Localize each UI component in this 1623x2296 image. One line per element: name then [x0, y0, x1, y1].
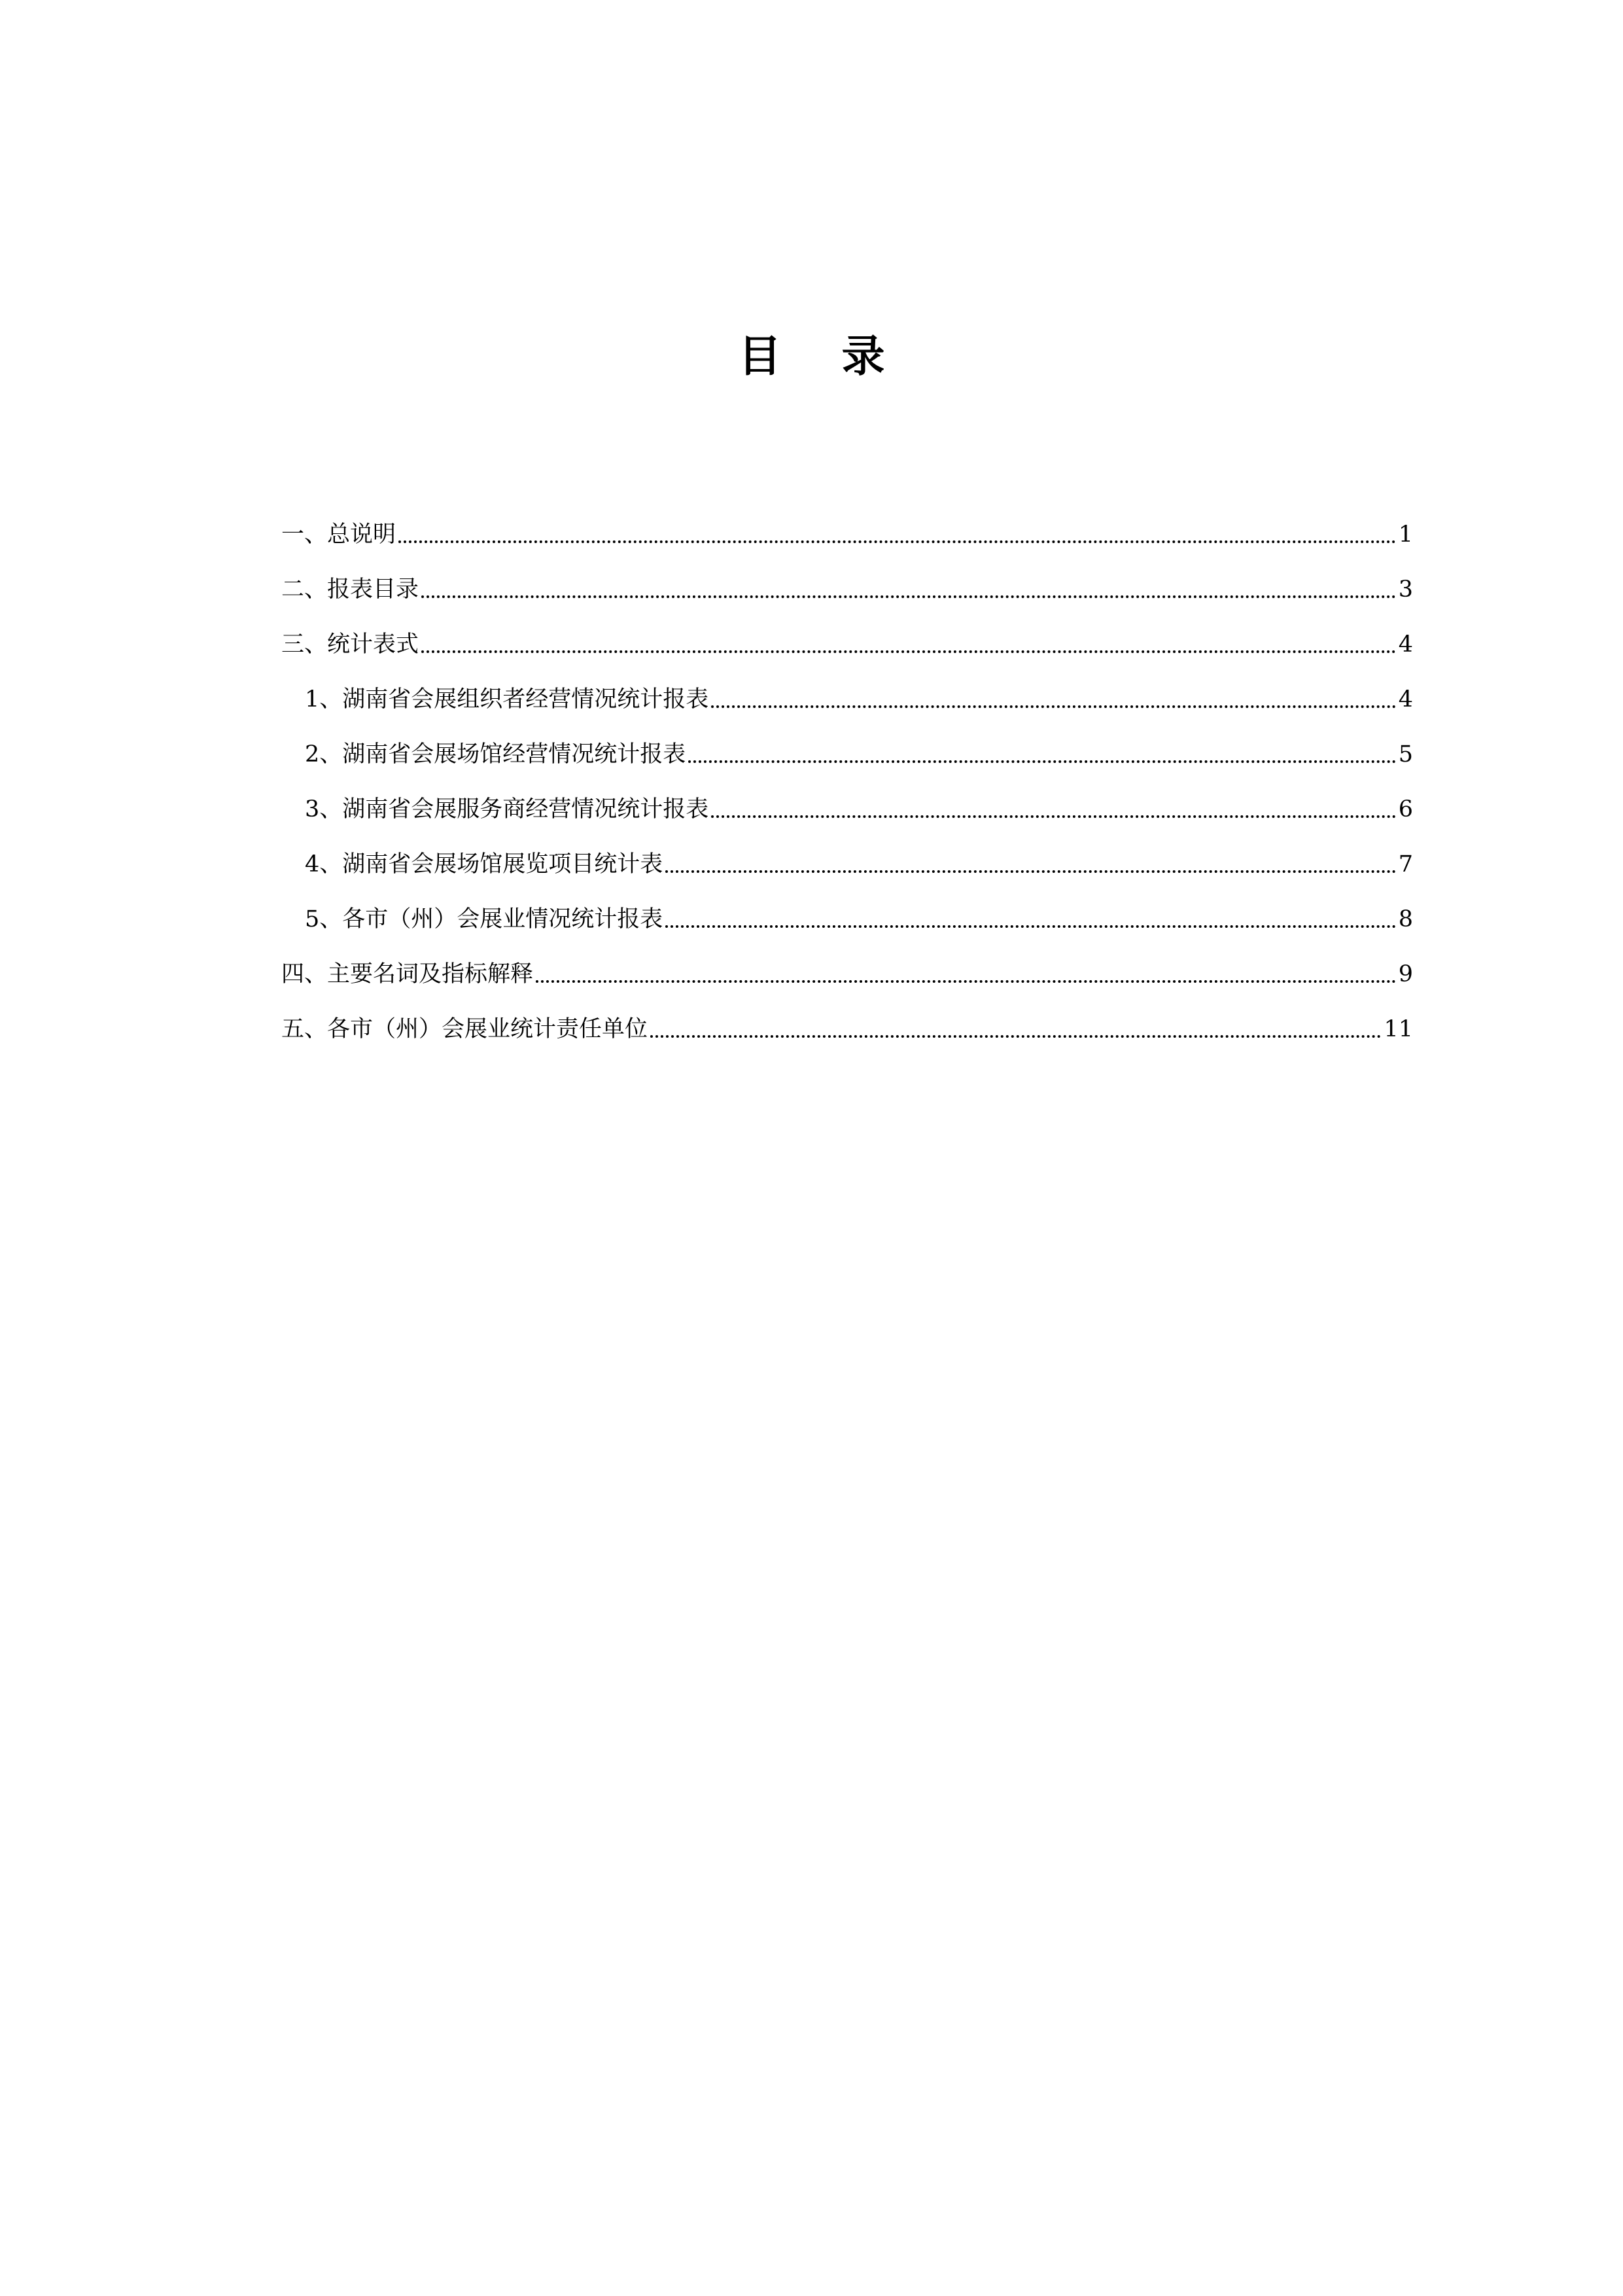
toc-subentry-city-report[interactable]: [281, 881, 1413, 936]
toc-dot-leader: [650, 1035, 1381, 1038]
toc-dot-leader: [421, 595, 1396, 598]
toc-page-number: 11: [1384, 1016, 1413, 1042]
toc-page-number: 4: [1398, 686, 1413, 713]
toc-entry-label: 五、各市（州）会展业统计责任单位: [281, 1016, 648, 1042]
toc-entry-report-catalog[interactable]: [281, 551, 1413, 606]
toc-entry-label: 二、报表目录: [281, 576, 419, 603]
toc-dot-leader: [536, 980, 1396, 983]
toc-entry-label: 一、总说明: [281, 521, 396, 548]
toc-entry-general-description[interactable]: [281, 496, 1413, 551]
toc-page-number: 9: [1398, 961, 1413, 987]
toc-entry-label: 5、各市（州）会展业情况统计报表: [305, 906, 663, 932]
toc-entry-label: 2、湖南省会展场馆经营情况统计报表: [305, 741, 686, 768]
toc-subentry-venue-report[interactable]: [281, 716, 1413, 771]
page-title: [0, 324, 1623, 389]
toc-page-number: 6: [1398, 796, 1413, 822]
toc-page-number: 8: [1398, 906, 1413, 932]
toc-dot-leader: [421, 650, 1396, 653]
toc-dot-leader: [688, 760, 1395, 763]
title-char-2: 录: [841, 331, 885, 381]
toc-subentry-organizer-report[interactable]: [281, 661, 1413, 716]
toc-page-number: 3: [1398, 576, 1413, 603]
title-char-1: 目: [738, 331, 782, 381]
toc-subentry-exhibition-project-table[interactable]: [281, 826, 1413, 881]
toc-dot-leader: [398, 540, 1396, 543]
toc-entry-label: 4、湖南省会展场馆展览项目统计表: [305, 851, 663, 877]
toc-dot-leader: [711, 815, 1395, 818]
toc-dot-leader: [711, 705, 1395, 708]
table-of-contents: [281, 496, 1413, 1046]
toc-subentry-service-provider-report[interactable]: [281, 771, 1413, 826]
toc-page-number: 5: [1398, 741, 1413, 768]
toc-entry-responsible-units[interactable]: [281, 991, 1413, 1046]
toc-dot-leader: [665, 925, 1395, 928]
toc-entry-statistical-forms[interactable]: [281, 606, 1413, 661]
toc-entry-label: 1、湖南省会展组织者经营情况统计报表: [305, 686, 709, 713]
toc-entry-terms-and-indicators[interactable]: [281, 936, 1413, 991]
toc-page-number: 7: [1398, 851, 1413, 877]
toc-page-number: 1: [1398, 521, 1413, 548]
toc-entry-label: 3、湖南省会展服务商经营情况统计报表: [305, 796, 709, 822]
toc-page-number: 4: [1398, 631, 1413, 658]
toc-dot-leader: [665, 870, 1395, 873]
toc-entry-label: 四、主要名词及指标解释: [281, 961, 534, 987]
toc-entry-label: 三、统计表式: [281, 631, 419, 658]
